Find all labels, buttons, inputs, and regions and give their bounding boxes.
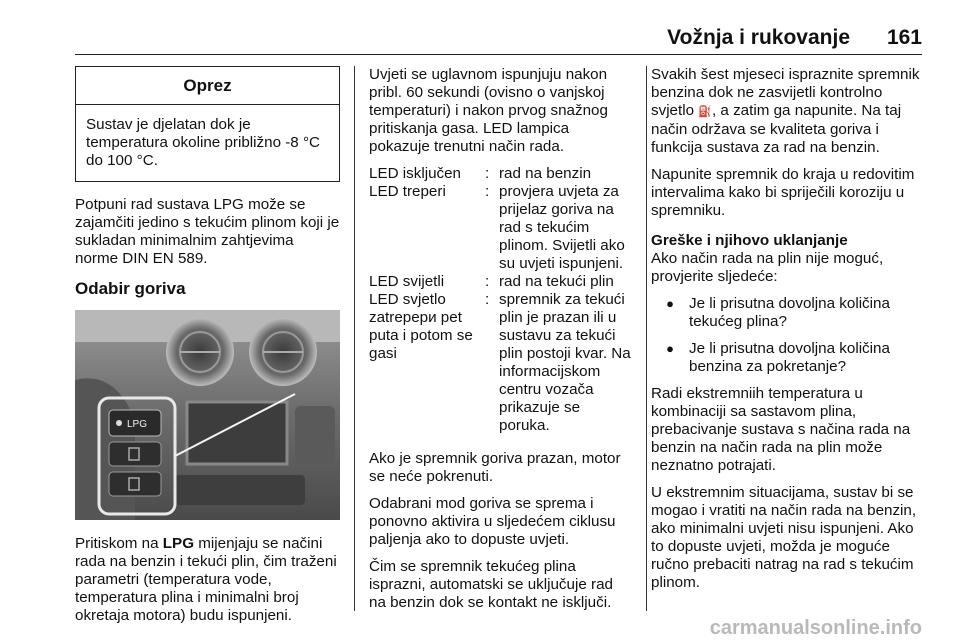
led-status-term: LED isključen bbox=[369, 165, 462, 182]
caution-box bbox=[75, 66, 340, 182]
extreme-temperature-paragraph: Radi ekstremniih temperatura u kombinaciji sa sastavom plina, prebacivanje sustava s načina rada na benzin na način rada na plin može neznatno potrajati. bbox=[651, 385, 911, 474]
empty-tank-paragraph: Ako je spremnik goriva prazan, motor se neće pokrenuti. bbox=[369, 450, 621, 485]
led-status-term: LED treperi bbox=[369, 183, 446, 200]
fill-tank-paragraph: Napunite spremnik do kraja u redovitim intervalima kako bi spriječili koroziju u spremniku. bbox=[651, 166, 915, 219]
center-display bbox=[187, 402, 287, 464]
bullet-icon: ● bbox=[666, 296, 674, 311]
list-item: ● Je li prisutna dovoljna količina benzina za pokretanje? bbox=[651, 340, 925, 376]
led-status-row: LED treperi : provjera uvjeta za prijelaz goriva na rad s tekućim plinom. Svijetli ako su uvjeti ispunjeni. bbox=[369, 183, 634, 273]
watermark: carmanualsonline.info bbox=[709, 617, 922, 639]
caution-text: Sustav je djelatan dok je temperatura okoline približno -8 °C do 100 °C. bbox=[86, 116, 320, 169]
led-status-list bbox=[369, 165, 634, 435]
lpg-button-label: LPG bbox=[127, 419, 148, 430]
led-status-desc: rad na benzin bbox=[499, 165, 592, 182]
column-1 bbox=[75, 66, 340, 634]
maintenance-paragraph: Svakih šest mjeseci ispraznite spremnik benzina dok ne zasvijetli kontrolno svjetlo ⛽, a zatim ga napunite. Na taj način održava se kvaliteta goriva i funkcija sustava za rad na benzin. bbox=[651, 66, 920, 156]
column-divider-2 bbox=[646, 66, 647, 611]
conditions-paragraph: Uvjeti se uglavnom ispunjuju nakon pribl. 60 sekundi (ovisno o vanjskoj temperaturi) i nakon prvog snažnog pritiskanja gasa. LED lampica pokazuje trenutni način rada. bbox=[369, 66, 608, 155]
extreme-situation-paragraph: U ekstremnim situacijama, sustav bi se mogao i vratiti na način rada na benzin, ako minimalni uvjeti nisu ispunjeni. Ako to dopuste uvjeti, možda je moguće ručno prebaciti natrag na rad s tekućim plinom. bbox=[651, 484, 917, 591]
fuel-pump-icon: ⛽ bbox=[698, 106, 712, 118]
led-status-term: LED svjetlo zatrepери pet puta i potom se gasi bbox=[369, 291, 473, 362]
section-title: Vožnja i rukovanje bbox=[667, 26, 850, 49]
dashboard-photo bbox=[75, 310, 340, 520]
lpg-standard-paragraph: Potpuni rad sustava LPG može se zajamčiti jedino s tekućim plinom koji je sukladan minimalnim zahtjevima norme DIN EN 589. bbox=[75, 196, 340, 267]
dashboard-illustration bbox=[75, 310, 340, 520]
lpg-switch-paragraph: Pritiskom na LPG mijenjaju se načini rada na benzin i tekući plin, čim traženi parametri (temperatura vode, temperatura plina i minimalni broj okretaja motora) budu ispunjeni. bbox=[75, 535, 337, 624]
column-divider-1 bbox=[354, 66, 355, 611]
header-rule bbox=[75, 54, 922, 55]
page-header bbox=[0, 24, 960, 56]
led-status-desc: provjera uvjeta za prijelaz goriva na rad s tekućim plinom. Svijetli ako su uvjeti ispunjeni. bbox=[499, 183, 625, 272]
lpg-term: LPG bbox=[162, 535, 195, 552]
led-status-desc: spremnik za tekući plin je prazan ili u sustavu za tekući plin postoji kvar. Na informacijskom centru vozača prikazuje se poruka. bbox=[499, 291, 631, 434]
fuel-selection-heading: Odabir goriva bbox=[75, 279, 186, 298]
led-status-desc: rad na tekući plin bbox=[499, 273, 614, 290]
troubleshooting-heading: Greške i njihovo uklanjanje bbox=[651, 232, 848, 249]
column-3 bbox=[651, 66, 925, 601]
check-paragraph: Ako način rada na plin nije moguć, provjerite sljedeće: bbox=[651, 250, 884, 285]
page-number: 161 bbox=[886, 26, 922, 49]
led-status-term: LED svijetli bbox=[369, 273, 445, 290]
auto-switch-paragraph: Čim se spremnik tekućeg plina isprazni, automatski se uključuje rad na benzin dok se kontakt ne isključi. bbox=[369, 558, 613, 611]
caution-title: Oprez bbox=[76, 67, 339, 105]
list-item: ● Je li prisutna dovoljna količina tekućeg plina? bbox=[651, 295, 925, 331]
led-status-row: LED svjetlo zatrepери pet puta i potom se gasi : spremnik za tekući plin je prazan ili u sustavu za tekući plin postoji kvar. Na informacijskom centru vozača prikazuje se poruka. bbox=[369, 291, 634, 435]
led-status-row: LED isključen : rad na benzin bbox=[369, 165, 634, 183]
bullet-icon: ● bbox=[666, 341, 674, 356]
mode-memory-paragraph: Odabrani mod goriva se sprema i ponovno aktivira u sljedećem ciklusu paljenja ako to dopuste uvjeti. bbox=[369, 495, 616, 548]
column-2 bbox=[369, 66, 634, 621]
led-status-row: LED svijetli : rad na tekući plin bbox=[369, 273, 634, 291]
